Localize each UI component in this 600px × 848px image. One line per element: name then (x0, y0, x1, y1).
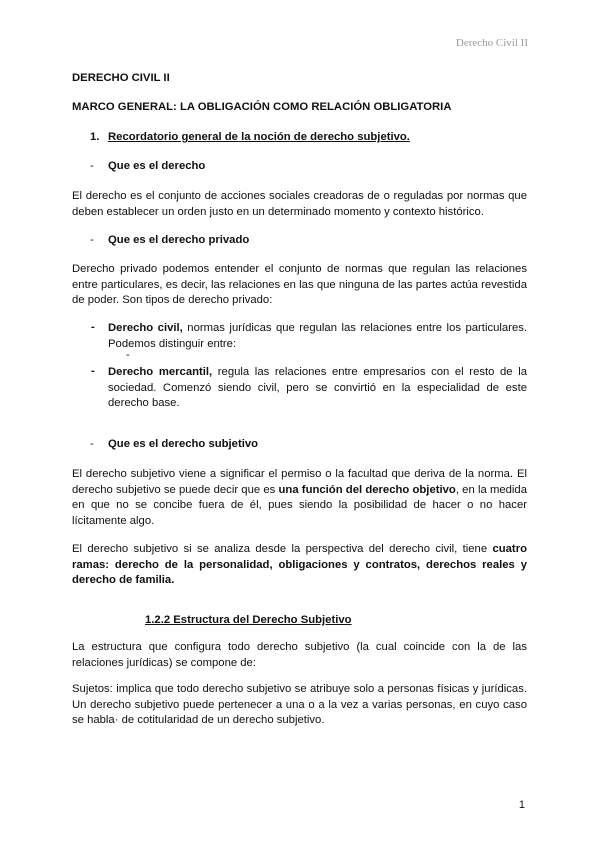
paragraph-derecho-privado: Derecho privado podemos entender el conjunto de normas que regulan las relaciones entre particulares, es decir, las relaciones en las que ninguna de las partes actúa revestida de poder. Son tipos de derecho privado: (72, 263, 527, 307)
sub-list-marker: - (126, 349, 130, 361)
list-term: Derecho mercantil, (108, 366, 213, 378)
paragraph-sujetos: Sujetos: implica que todo derecho subjetivo se atribuye solo a personas físicas y jurídicas. Un derecho subjetivo puede pertenecer a una o a la vez a varias personas, en cuyo caso se habla· de cotitularidad de un derecho subjetivo. (72, 683, 527, 727)
page-number: 1 (518, 799, 525, 811)
list-item-derecho-mercantil (108, 365, 527, 412)
heading-derecho: Que es el derecho (108, 160, 206, 172)
list-desc: normas jurídicas que regulan las relaciones entre los particulares. Podemos distinguir entre: (108, 322, 528, 350)
heading-derecho-privado: Que es el derecho privado (108, 234, 250, 246)
list-term: Derecho civil, (108, 322, 183, 334)
section-title: Recordatorio general de la noción de derecho subjetivo. (108, 131, 410, 143)
subsection-title: 1.2.2 Estructura del Derecho Subjetivo (145, 614, 352, 626)
list-marker: - (91, 321, 95, 333)
doc-subtitle: MARCO GENERAL: LA OBLIGACIÓN COMO RELACIÓN OBLIGATORIA (72, 101, 452, 113)
running-header: Derecho Civil II (455, 37, 528, 49)
list-desc: regula las relaciones entre empresarios con el resto de la sociedad. Comenzó siendo civil, pero se convirtió en la especialidad de este derecho base. (108, 366, 527, 410)
list-marker: - (91, 365, 95, 377)
paragraph-subjetivo-1: El derecho subjetivo viene a significar el permiso o la facultad que deriva de la norma. El derecho subjetivo se puede decir que es una función del derecho objetivo, en la medida en que no se concibe fuera de él, pues siendo la posibilidad de hacer o no hacer lícitamente algo. (72, 468, 527, 527)
doc-title: DERECHO CIVIL II (72, 72, 170, 84)
paragraph-subjetivo-2: El derecho subjetivo si se analiza desde la perspectiva del derecho civil, tiene cuatro ramas: derecho de la personalidad, obligaciones y contratos, derechos reales y derecho de familia. (72, 543, 527, 587)
heading-derecho-subjetivo: Que es el derecho subjetivo (108, 438, 259, 450)
section-number: 1. (90, 131, 100, 143)
list-item-derecho-civil (108, 321, 527, 352)
bullet-marker: - (90, 234, 94, 246)
paragraph-estructura: La estructura que configura todo derecho subjetivo (la cual coincide con la de las relaciones jurídicas) se compone de: (72, 641, 527, 669)
bullet-marker: - (90, 160, 94, 172)
bullet-marker: - (90, 438, 94, 450)
paragraph-derecho: El derecho es el conjunto de acciones sociales creadoras de o reguladas por normas que deben establecer un orden justo en un determinado momento y contexto histórico. (72, 190, 527, 218)
